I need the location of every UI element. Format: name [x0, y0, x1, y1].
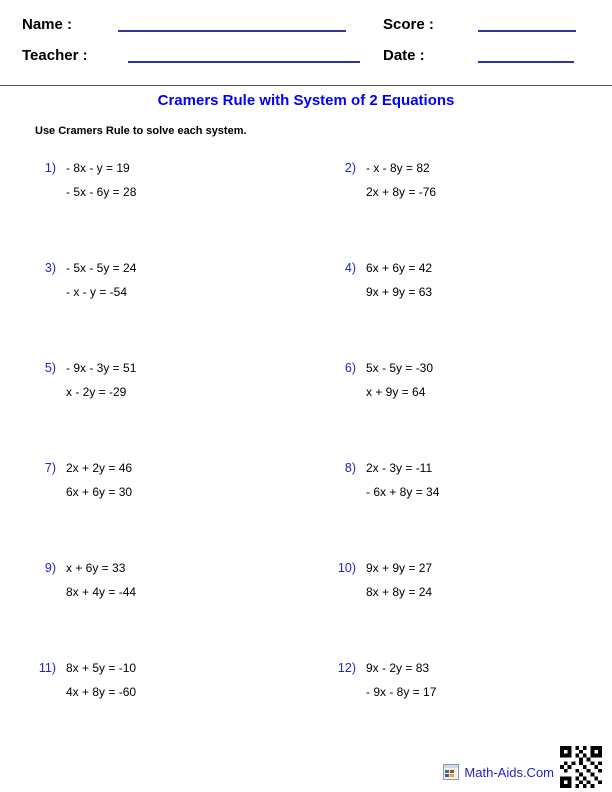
qr-code	[560, 746, 602, 788]
equation-line: - 5x - 5y = 24	[66, 261, 137, 275]
score-blank-line	[478, 10, 576, 32]
equation-line: 8x + 4y = -44	[66, 585, 137, 599]
problem-number: 5)	[44, 361, 56, 375]
problem-number: 10)	[337, 561, 356, 575]
name-blank-line	[118, 10, 346, 32]
teacher-label: Teacher :	[22, 47, 88, 64]
equation-line: - 9x - 8y = 17	[366, 685, 437, 699]
equation-group	[66, 456, 132, 504]
problem	[28, 156, 328, 256]
score-label: Score :	[383, 16, 434, 33]
math-aids-link[interactable]: Math-Aids.Com	[464, 764, 554, 780]
problem	[328, 556, 588, 656]
problem	[328, 356, 588, 456]
date-blank-line	[478, 41, 574, 63]
problem	[28, 256, 328, 356]
math-aids-logo-icon	[443, 764, 459, 780]
name-label: Name :	[22, 16, 73, 33]
problem	[28, 556, 328, 656]
equation-group	[66, 256, 136, 304]
equation-line: 9x + 9y = 27	[366, 561, 433, 575]
problem	[328, 256, 588, 356]
equation-line: 6x + 6y = 30	[66, 485, 133, 499]
problem-number: 4)	[344, 261, 356, 275]
equation-line: x + 6y = 33	[66, 561, 126, 575]
worksheet-title: Cramers Rule with System of 2 Equations	[157, 92, 455, 109]
teacher-blank-line	[128, 41, 360, 63]
equation-group	[366, 556, 432, 604]
equation-line: - 9x - 3y = 51	[66, 361, 137, 375]
equation-line: - 8x - y = 19	[66, 161, 130, 175]
equation-line: - 5x - 6y = 28	[66, 185, 137, 199]
equation-line: x + 9y = 64	[366, 385, 426, 399]
problem	[28, 356, 328, 456]
footer	[443, 764, 554, 780]
equation-group	[366, 656, 436, 704]
problem-number: 12)	[337, 661, 356, 675]
equation-line: - x - 8y = 82	[366, 161, 430, 175]
date-label: Date :	[383, 47, 425, 64]
equation-line: 6x + 6y = 42	[366, 261, 433, 275]
equation-line: 8x + 8y = 24	[366, 585, 433, 599]
equation-group	[66, 556, 136, 604]
equation-line: 9x - 2y = 83	[366, 661, 430, 675]
instruction-text: Use Cramers Rule to solve each system.	[35, 125, 247, 137]
problem-number: 3)	[44, 261, 56, 275]
problem	[328, 156, 588, 256]
equation-line: 9x + 9y = 63	[366, 285, 433, 299]
problem-number: 11)	[38, 661, 56, 675]
problem-number: 7)	[44, 461, 56, 475]
problem	[328, 456, 588, 556]
problem-number: 8)	[344, 461, 356, 475]
equation-group	[366, 456, 439, 504]
problem-number: 1)	[44, 161, 56, 175]
problem	[28, 456, 328, 556]
equation-line: x - 2y = -29	[66, 385, 127, 399]
equation-line: 2x + 8y = -76	[366, 185, 437, 199]
problem	[328, 656, 588, 756]
header-divider	[0, 85, 612, 86]
problems-grid	[28, 156, 588, 756]
equation-group	[66, 656, 136, 704]
equation-group	[366, 256, 432, 304]
equation-line: 8x + 5y = -10	[66, 661, 137, 675]
problem-number: 2)	[344, 161, 356, 175]
equation-group	[66, 156, 136, 204]
problem-number: 9)	[44, 561, 56, 575]
equation-line: 4x + 8y = -60	[66, 685, 137, 699]
equation-line: 5x - 5y = -30	[366, 361, 434, 375]
equation-group	[366, 356, 433, 404]
problem-number: 6)	[344, 361, 356, 375]
problem	[28, 656, 328, 756]
equation-group	[366, 156, 436, 204]
equation-line: 2x - 3y = -11	[366, 461, 433, 475]
equation-line: 2x + 2y = 46	[66, 461, 133, 475]
equation-line: - 6x + 8y = 34	[366, 485, 440, 499]
equation-group	[66, 356, 136, 404]
equation-line: - x - y = -54	[66, 285, 128, 299]
